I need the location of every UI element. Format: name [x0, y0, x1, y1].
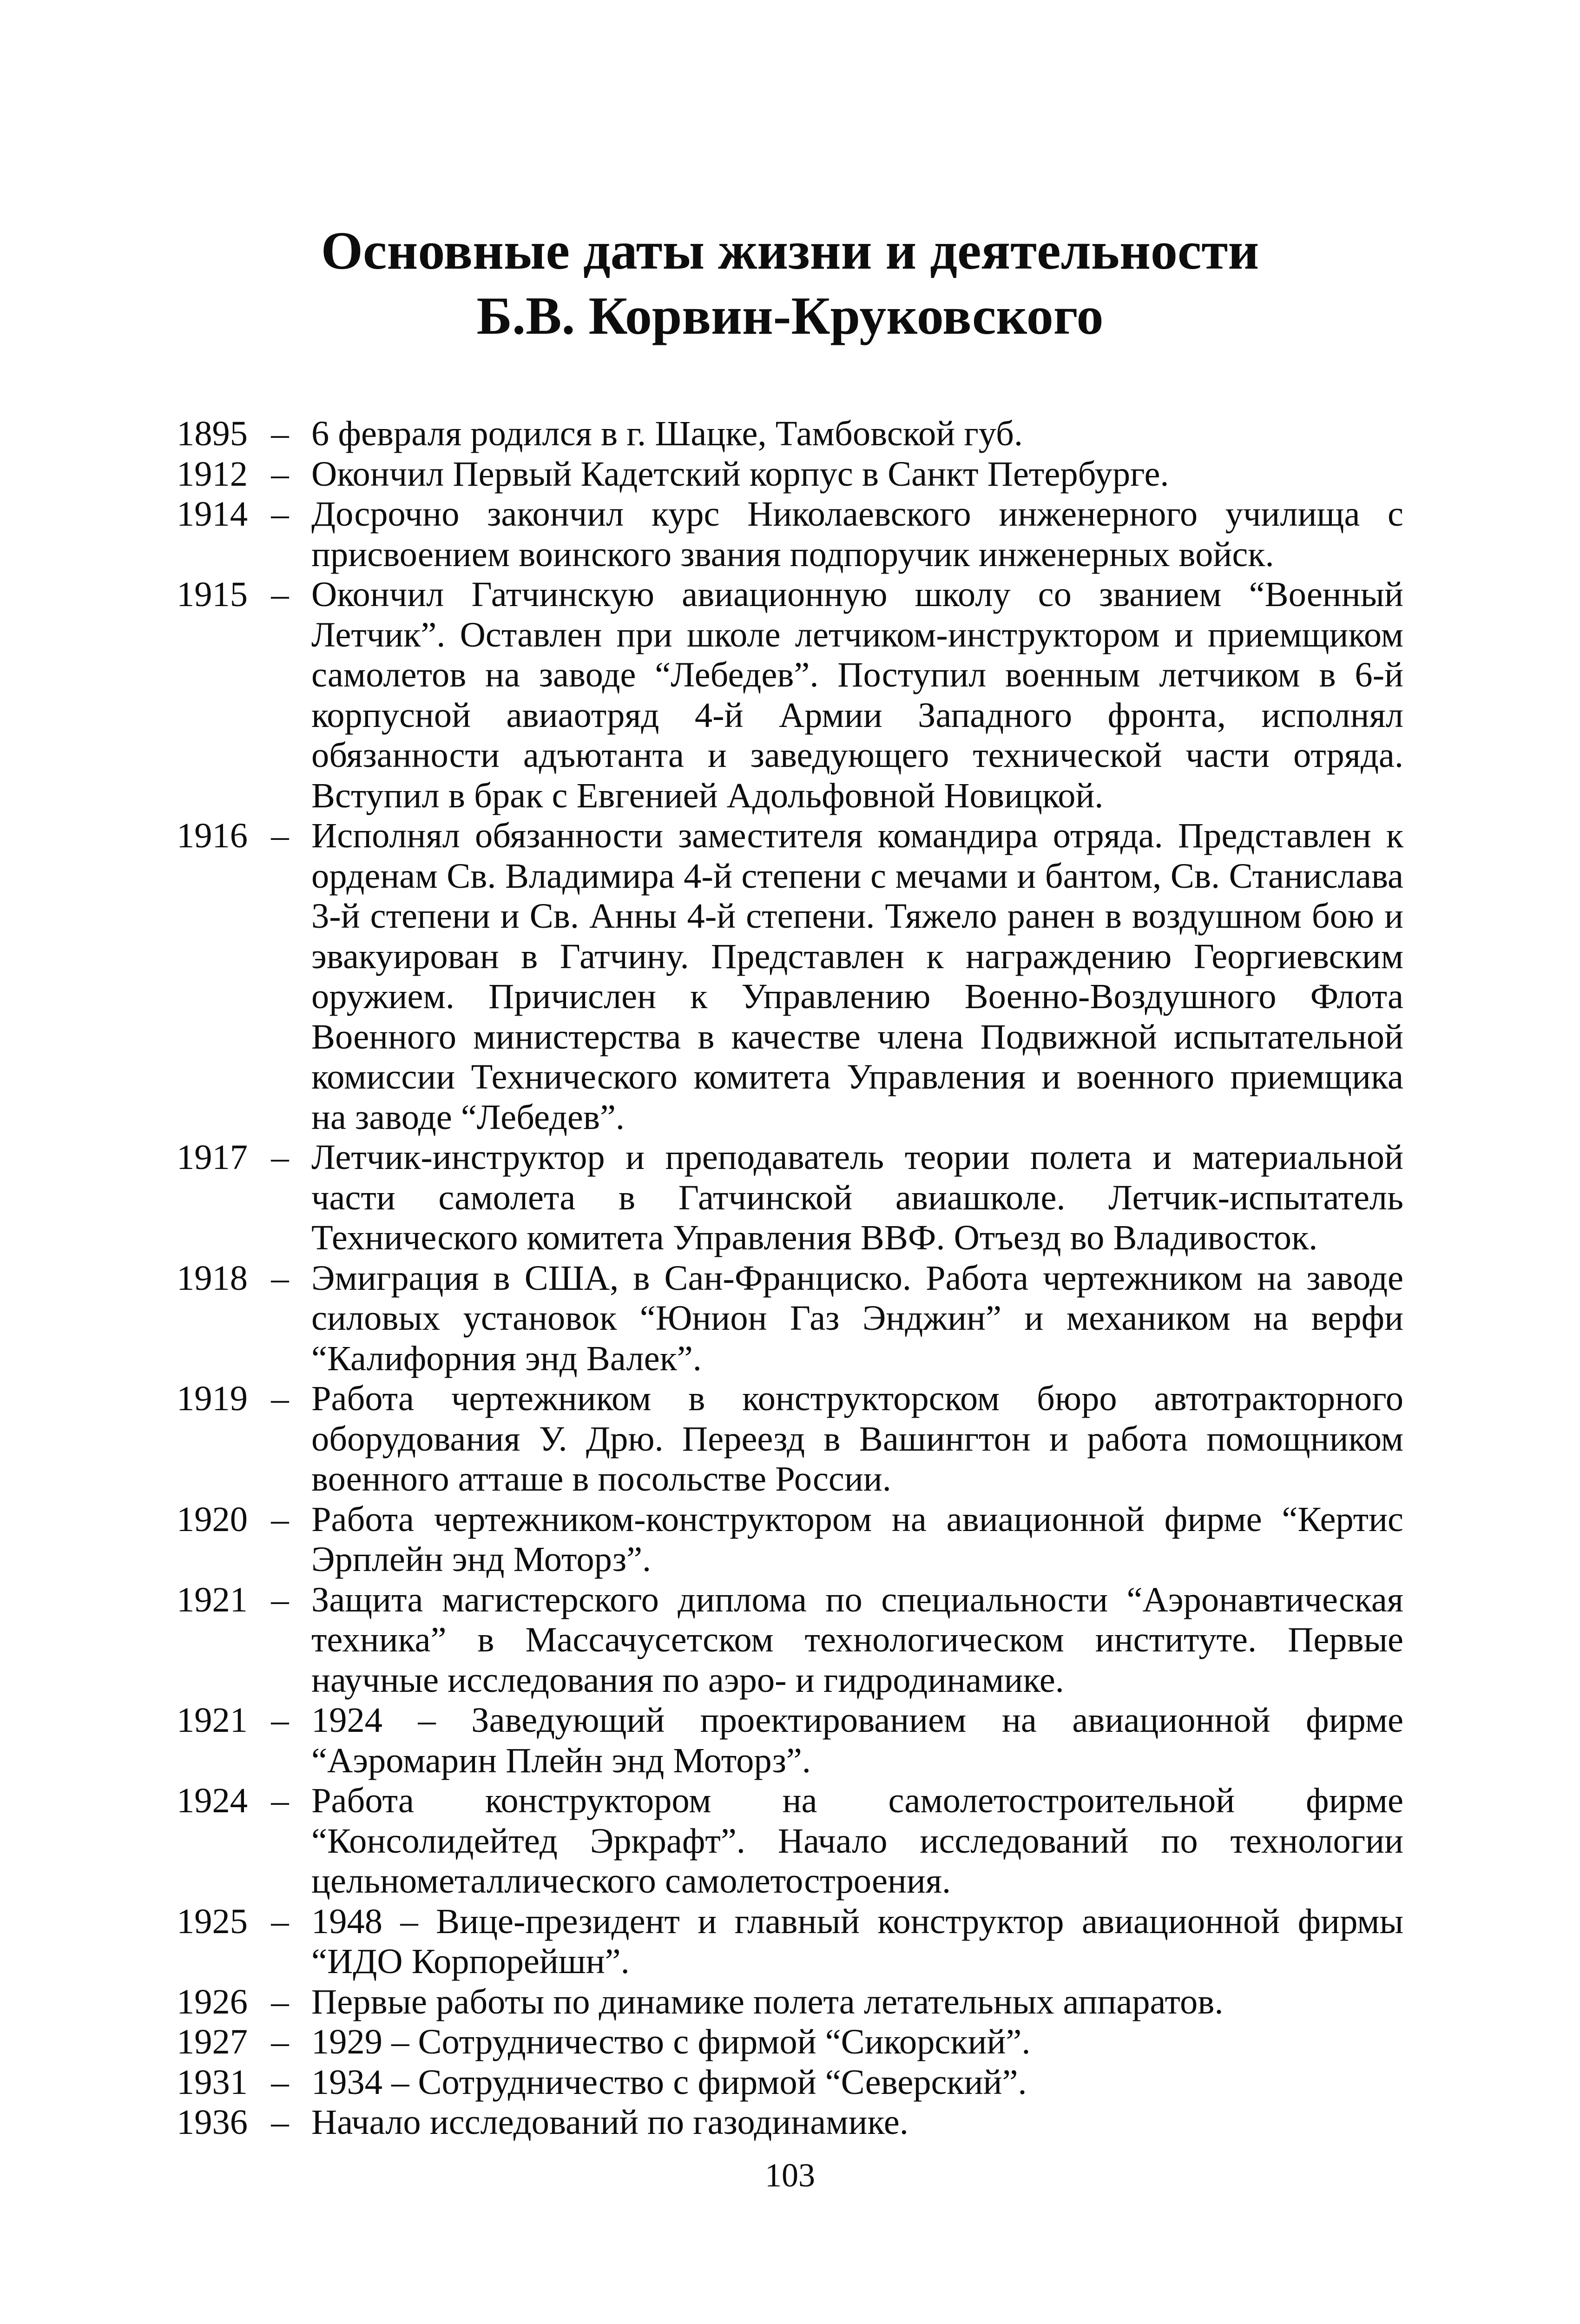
timeline-entry [177, 1700, 1403, 1781]
entry-text: Эмиграция в США, в Сан-Франциско. Работа чертежником на заводе силовых установок “Юнион Газ Энджин” и механиком на верфи “Калифорния энд Валек”. [311, 1258, 1403, 1378]
page-number: 103 [765, 2157, 815, 2194]
entry-year: 1917 [177, 1137, 248, 1177]
timeline-entry [177, 2102, 1403, 2143]
entry-dash: – [271, 574, 289, 614]
entry-year: 1915 [177, 574, 248, 614]
timeline-entry [177, 1258, 1403, 1379]
entry-text: 1929 – Сотрудничество с фирмой “Сикорский”. [311, 2022, 1031, 2061]
entry-text: 1948 – Вице-президент и главный конструктор авиационной фирмы “ИДО Корпорейшн”. [311, 1901, 1403, 1981]
timeline-entry [177, 414, 1403, 454]
entry-text: Окончил Гатчинскую авиационную школу со званием “Военный Летчик”. Оставлен при школе летчиком-инструктором и приемщиком самолетов на заводе “Лебедев”. Поступил военным летчиком в 6-й корпусной авиаотряд 4-й Армии Западного фронта, исполнял обязанности адъютанта и заведующего технической части отряда. Вступил в брак с Евгенией Адольфовной Новицкой. [311, 574, 1403, 815]
entry-text: 6 февраля родился в г. Шацке, Тамбовской губ. [311, 414, 1023, 453]
timeline-entry [177, 1901, 1403, 1982]
entry-text: 1934 – Сотрудничество с фирмой “Северский”. [311, 2062, 1027, 2102]
entry-dash: – [271, 2102, 289, 2142]
timeline-entry [177, 816, 1403, 1137]
timeline-entry [177, 1137, 1403, 1258]
entry-dash: – [271, 1579, 289, 1619]
entry-year: 1895 [177, 414, 248, 453]
entry-dash: – [271, 454, 289, 494]
entry-year: 1924 [177, 1781, 248, 1820]
entry-year: 1925 [177, 1901, 248, 1941]
timeline-entry [177, 454, 1403, 495]
entry-dash: – [271, 816, 289, 855]
entry-year: 1921 [177, 1700, 248, 1740]
entry-dash: – [271, 2022, 289, 2061]
entry-year: 1921 [177, 1579, 248, 1619]
entry-text: Окончил Первый Кадетский корпус в Санкт Петербурге. [311, 454, 1169, 494]
timeline-entry [177, 574, 1403, 816]
timeline-entry [177, 1379, 1403, 1499]
entry-year: 1912 [177, 454, 248, 494]
entry-dash: – [271, 1137, 289, 1177]
entry-year: 1936 [177, 2102, 248, 2142]
entry-text: Первые работы по динамике полета летательных аппаратов. [311, 1981, 1224, 2021]
entry-dash: – [271, 1499, 289, 1539]
entry-dash: – [271, 1781, 289, 1820]
title-line-1: Основные даты жизни и деятельности [321, 221, 1259, 281]
entry-dash: – [271, 1901, 289, 1941]
entry-year: 1916 [177, 816, 248, 855]
timeline-entry [177, 2022, 1403, 2062]
entry-year: 1927 [177, 2022, 248, 2061]
entry-text: Работа конструктором на самолетостроительной фирме “Консолидейтед Эркрафт”. Начало исследований по технологии цельнометаллического самолетостроения. [311, 1781, 1403, 1901]
page-title [0, 218, 1580, 349]
entry-text: 1924 – Заведующий проектированием на авиационной фирме “Аэромарин Плейн энд Моторз”. [311, 1700, 1403, 1780]
timeline-entry [177, 1580, 1403, 1701]
entry-text: Защита магистерского диплома по специальности “Аэронавтическая техника” в Массачусетском технологическом институте. Первые научные исследования по аэро- и гидродинамике. [311, 1579, 1403, 1700]
title-line-2: Б.В. Корвин-Круковского [476, 286, 1104, 346]
entry-year: 1931 [177, 2062, 248, 2102]
entry-text: Исполнял обязанности заместителя командира отряда. Представлен к орденам Св. Владимира 4-й степени с мечами и бантом, Св. Станислава 3-й степени и Св. Анны 4-й степени. Тяжело ранен в воздушном бою и эвакуирован в Гатчину. Представлен к награждению Георгиевским оружием. Причислен к Управлению Военно-Воздушного Флота Военного министерства в качестве члена Подвижной испытательной комиссии Технического комитета Управления и военного приемщика на заводе “Лебедев”. [311, 816, 1403, 1137]
timeline-list [177, 414, 1403, 2143]
entry-dash: – [271, 414, 289, 453]
entry-year: 1920 [177, 1499, 248, 1539]
entry-dash: – [271, 2062, 289, 2102]
entry-dash: – [271, 1981, 289, 2021]
entry-text: Досрочно закончил курс Николаевского инженерного училища с присвоением воинского звания подпоручик инженерных войск. [311, 494, 1403, 574]
entry-dash: – [271, 494, 289, 534]
entry-text: Работа чертежником в конструкторском бюро автотракторного оборудования У. Дрю. Переезд в Вашингтон и работа помощником военного атташе в посольстве России. [311, 1379, 1403, 1499]
timeline-entry [177, 1499, 1403, 1580]
entry-text: Начало исследований по газодинамике. [311, 2102, 908, 2142]
entry-year: 1919 [177, 1379, 248, 1418]
entry-text: Работа чертежником-конструктором на авиационной фирме “Кертис Эрплейн энд Моторз”. [311, 1499, 1403, 1579]
entry-dash: – [271, 1379, 289, 1418]
entry-dash: – [271, 1258, 289, 1298]
entry-year: 1926 [177, 1981, 248, 2021]
timeline-entry [177, 2062, 1403, 2103]
timeline-entry [177, 494, 1403, 574]
entry-text: Летчик-инструктор и преподаватель теории полета и материальной части самолета в Гатчинской авиашколе. Летчик-испытатель Технического комитета Управления ВВФ. Отъезд во Владивосток. [311, 1137, 1403, 1257]
entry-year: 1914 [177, 494, 248, 534]
timeline-entry [177, 1982, 1403, 2022]
timeline-entry [177, 1781, 1403, 1901]
entry-year: 1918 [177, 1258, 248, 1298]
entry-dash: – [271, 1700, 289, 1740]
